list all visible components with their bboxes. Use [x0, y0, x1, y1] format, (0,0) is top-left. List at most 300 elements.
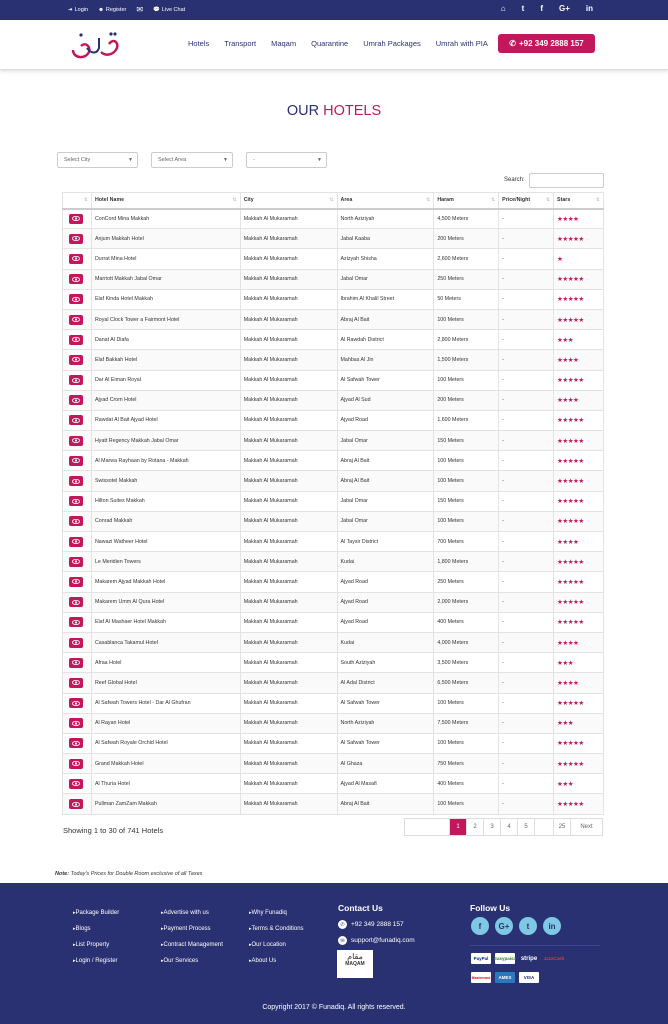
footer-link[interactable]: ▸ Login / Register	[73, 953, 119, 969]
hotel-name-cell[interactable]: Hyatt Regency Makkah Jabal Omar	[91, 431, 240, 451]
eye-icon	[72, 600, 80, 605]
eye-icon	[72, 277, 80, 282]
jazzcash-logo: JazzCash	[543, 956, 565, 961]
hotel-name-cell[interactable]: Makarem Umm Al Qura Hotel	[91, 592, 240, 612]
star-rating: ★★★★	[557, 397, 579, 405]
view-cell	[63, 370, 92, 390]
city-cell: Makkah Al Mukaramah	[240, 491, 337, 511]
view-cell	[63, 209, 92, 229]
footer-col-3	[249, 905, 304, 969]
hotel-name-cell[interactable]: Afraa Hotel	[91, 653, 240, 673]
hotels-table	[62, 192, 604, 815]
hotel-name-cell[interactable]: Nawazi Watheer Hotel	[91, 532, 240, 552]
eye-icon	[72, 660, 80, 665]
hotel-name-cell[interactable]: Grand Makkah Hotel	[91, 754, 240, 774]
haram-cell: 6,500 Meters	[434, 673, 499, 693]
view-cell	[63, 733, 92, 753]
table-row	[63, 552, 604, 572]
haram-cell: 100 Meters	[434, 794, 499, 814]
amex-logo: AMEX	[495, 972, 515, 983]
haram-cell: 250 Meters	[434, 572, 499, 592]
table-row	[63, 511, 604, 531]
footer-col-2	[161, 905, 223, 969]
view-cell	[63, 491, 92, 511]
stars-cell	[554, 612, 604, 632]
view-button[interactable]	[69, 214, 83, 224]
stars-cell	[554, 451, 604, 471]
city-cell: Makkah Al Mukaramah	[240, 350, 337, 370]
hotel-name-cell[interactable]: Al Thuria Hotel	[91, 774, 240, 794]
haram-cell: 150 Meters	[434, 491, 499, 511]
haram-cell: 100 Meters	[434, 471, 499, 491]
hotel-name-cell[interactable]: Makarem Ajyad Makkah Hotel	[91, 572, 240, 592]
nav-maqam[interactable]: Maqam	[271, 39, 297, 48]
view-cell	[63, 532, 92, 552]
eye-icon	[72, 781, 80, 786]
view-cell	[63, 632, 92, 652]
maqam-logo[interactable]: مقام MAQAM	[337, 950, 373, 978]
live-chat-link[interactable]: 💬 Live Chat	[153, 6, 186, 13]
linkedin-icon[interactable]: in	[543, 917, 561, 935]
view-button[interactable]	[69, 698, 83, 708]
facebook-icon[interactable]: f	[540, 4, 543, 13]
star-rating: ★★★★★	[557, 801, 584, 809]
price-cell: -	[499, 471, 554, 491]
table-row	[63, 229, 604, 249]
city-cell: Makkah Al Mukaramah	[240, 269, 337, 289]
col-header-stars[interactable]: Stars ⇅	[554, 193, 604, 209]
page-title: OUR HOTELS	[286, 103, 382, 119]
star-rating: ★★★★★	[557, 377, 584, 385]
view-cell	[63, 451, 92, 471]
google-plus-icon[interactable]: G+	[495, 917, 513, 935]
stars-cell	[554, 249, 604, 269]
area-cell: Abraj Al Bait	[337, 309, 434, 329]
nav-transport[interactable]: Transport	[224, 39, 257, 48]
phone-icon: ✆	[509, 39, 516, 48]
eye-icon	[72, 802, 80, 807]
stars-cell	[554, 410, 604, 430]
price-cell: -	[499, 632, 554, 652]
price-cell: -	[499, 229, 554, 249]
stars-cell	[554, 390, 604, 410]
table-row	[63, 754, 604, 774]
stars-cell	[554, 350, 604, 370]
footer-link[interactable]: ▸ Why Funadiq	[249, 905, 304, 921]
hotel-name-cell[interactable]: Royal Clock Tower a Fairmont Hotel	[91, 309, 240, 329]
login-link[interactable]: ➜ Login	[68, 6, 89, 13]
chat-icon: 💬	[153, 6, 160, 13]
stars-cell	[554, 754, 604, 774]
table-row	[63, 471, 604, 491]
nav-quarantine[interactable]: Quarantine	[311, 39, 349, 48]
price-cell: -	[499, 511, 554, 531]
table-row	[63, 249, 604, 269]
stars-cell	[554, 774, 604, 794]
email-link[interactable]	[136, 5, 143, 14]
view-button[interactable]	[69, 597, 83, 607]
price-cell: -	[499, 653, 554, 673]
twitter-icon[interactable]: t	[519, 917, 537, 935]
star-rating: ★★★★★	[557, 276, 584, 284]
hotel-name-cell[interactable]: Al Safwah Royale Orchid Hotel	[91, 733, 240, 753]
star-rating: ★★★★	[557, 639, 579, 647]
view-button[interactable]	[69, 617, 83, 627]
stars-select[interactable]: - ▼	[246, 152, 327, 168]
hotel-name-cell[interactable]: Reef Global Hotel	[91, 673, 240, 693]
site-logo[interactable]	[67, 26, 123, 64]
contact-email[interactable]: ✉ support@funadiq.com	[338, 936, 415, 945]
area-cell: Ajyad Road	[337, 592, 434, 612]
haram-cell: 4,000 Meters	[434, 632, 499, 652]
view-button[interactable]	[69, 779, 83, 789]
hotel-name-cell[interactable]: Le Meridien Towers	[91, 552, 240, 572]
view-button[interactable]	[69, 234, 83, 244]
view-button[interactable]	[69, 355, 83, 365]
table-row	[63, 532, 604, 552]
footer-link[interactable]: ▸ About Us	[249, 953, 304, 969]
city-cell: Makkah Al Mukaramah	[240, 209, 337, 229]
stars-cell	[554, 673, 604, 693]
chevron-down-icon: ▼	[317, 157, 322, 163]
table-row	[63, 410, 604, 430]
view-button[interactable]	[69, 456, 83, 466]
nav-hotels[interactable]: Hotels	[188, 39, 210, 48]
star-rating: ★★★★	[557, 215, 579, 223]
star-rating: ★★★★★	[557, 599, 584, 607]
view-cell	[63, 309, 92, 329]
twitter-icon[interactable]: t	[521, 4, 525, 13]
price-cell: -	[499, 713, 554, 733]
eye-icon	[72, 721, 80, 726]
view-cell	[63, 350, 92, 370]
area-cell: Jabal Omar	[337, 431, 434, 451]
site-header	[0, 20, 668, 70]
star-rating: ★★★★★	[557, 558, 584, 566]
col-header-area[interactable]: Area ⇅	[337, 193, 434, 209]
view-button[interactable]	[69, 476, 83, 486]
view-button[interactable]	[69, 678, 83, 688]
view-button[interactable]	[69, 638, 83, 648]
hotel-name-cell[interactable]: Dar Al Eiman Royal	[91, 370, 240, 390]
view-button[interactable]	[69, 557, 83, 567]
table-row	[63, 794, 604, 814]
hotel-name-cell[interactable]: ConCord Mina Makkah	[91, 209, 240, 229]
stars-cell	[554, 592, 604, 612]
eye-icon	[72, 256, 80, 261]
stars-cell	[554, 532, 604, 552]
footer-link[interactable]: ▸ Advertise with us	[161, 905, 223, 921]
hotel-name-cell[interactable]: Anjum Makkah Hotel	[91, 229, 240, 249]
eye-icon	[72, 761, 80, 766]
view-button[interactable]	[69, 577, 83, 587]
haram-cell: 1,600 Meters	[434, 410, 499, 430]
hotel-name-cell[interactable]: Ajyad Crom Hotel	[91, 390, 240, 410]
star-rating: ★★★★★	[557, 760, 584, 768]
linkedin-icon[interactable]: in	[585, 4, 593, 13]
phone-button[interactable]: ✆ +92 349 2888 157	[498, 34, 595, 53]
city-cell: Makkah Al Mukaramah	[240, 794, 337, 814]
table-row	[63, 713, 604, 733]
page-prev[interactable]	[405, 819, 450, 835]
view-cell	[63, 249, 92, 269]
logo-mark	[67, 26, 123, 64]
table-row	[63, 653, 604, 673]
nav-umrah-pia[interactable]: Umrah with PIA	[435, 39, 488, 48]
stars-cell	[554, 471, 604, 491]
footer-link[interactable]: ▸ Our Services	[161, 953, 223, 969]
table-row	[63, 733, 604, 753]
facebook-icon[interactable]: f	[471, 917, 489, 935]
view-button[interactable]	[69, 496, 83, 506]
area-cell: Al Taysir District	[337, 532, 434, 552]
follow-title: Follow Us	[470, 903, 511, 913]
area-select[interactable]: Select Area ▼	[151, 152, 233, 168]
haram-cell: 2,600 Meters	[434, 249, 499, 269]
haram-cell: 250 Meters	[434, 269, 499, 289]
city-cell: Makkah Al Mukaramah	[240, 532, 337, 552]
price-cell: -	[499, 431, 554, 451]
star-rating: ★★★★	[557, 679, 579, 687]
hotel-name-cell[interactable]: Al Safwah Towers Hotel - Dar Al Ghufran	[91, 693, 240, 713]
hotel-name-cell[interactable]: Al Rayan Hotel	[91, 713, 240, 733]
eye-icon	[72, 559, 80, 564]
view-cell	[63, 511, 92, 531]
hotel-name-cell[interactable]: Durrat Mina Hotel	[91, 249, 240, 269]
view-cell	[63, 289, 92, 309]
nav-umrah-packages[interactable]: Umrah Packages	[363, 39, 421, 48]
eye-icon	[72, 378, 80, 383]
view-button[interactable]	[69, 658, 83, 668]
view-button[interactable]	[69, 537, 83, 547]
view-button[interactable]	[69, 799, 83, 809]
stars-cell	[554, 693, 604, 713]
page-25[interactable]: 25	[554, 819, 571, 835]
area-cell: Al Ghaza	[337, 754, 434, 774]
footer-link[interactable]: ▸ Payment Process	[161, 921, 223, 937]
footer-link[interactable]: ▸ Blogs	[73, 921, 119, 937]
stars-cell	[554, 309, 604, 329]
col-header-city[interactable]: City ⇅	[240, 193, 337, 209]
city-cell: Makkah Al Mukaramah	[240, 390, 337, 410]
view-cell	[63, 673, 92, 693]
star-rating: ★★★	[557, 336, 574, 344]
area-cell: North Aziziyah	[337, 209, 434, 229]
view-button[interactable]	[69, 395, 83, 405]
table-row	[63, 431, 604, 451]
price-cell: -	[499, 410, 554, 430]
footer-link[interactable]: ▸ Package Builder	[73, 905, 119, 921]
hotel-name-cell[interactable]: Danat Al Diafa	[91, 330, 240, 350]
view-button[interactable]	[69, 415, 83, 425]
table-row	[63, 592, 604, 612]
hotel-name-cell[interactable]: Elaf Bakkah Hotel	[91, 350, 240, 370]
table-row	[63, 209, 604, 229]
view-button[interactable]	[69, 759, 83, 769]
star-rating: ★★★★★	[557, 316, 584, 324]
view-button[interactable]	[69, 436, 83, 446]
view-button[interactable]	[69, 315, 83, 325]
city-cell: Makkah Al Mukaramah	[240, 309, 337, 329]
col-header-hotel-name[interactable]: Hotel Name ⇅	[91, 193, 240, 209]
star-rating: ★★★★★	[557, 457, 584, 465]
table-row	[63, 774, 604, 794]
star-rating: ★★★★	[557, 356, 579, 364]
view-button[interactable]	[69, 375, 83, 385]
haram-cell: 750 Meters	[434, 754, 499, 774]
pagination	[404, 818, 603, 836]
star-rating: ★★★★★	[557, 578, 584, 586]
page-1[interactable]: 1	[450, 819, 467, 835]
view-button[interactable]	[69, 516, 83, 526]
copyright: Copyright 2017 © Funadiq. All rights reserved.	[262, 1004, 406, 1011]
view-button[interactable]	[69, 718, 83, 728]
col-header-haram[interactable]: Haram ⇅	[434, 193, 499, 209]
table-row	[63, 350, 604, 370]
sort-icon: ⇅	[232, 197, 237, 203]
area-cell: Jabal Omar	[337, 491, 434, 511]
view-button[interactable]	[69, 335, 83, 345]
table-header-row	[63, 193, 604, 209]
area-cell: Abraj Al Bait	[337, 451, 434, 471]
star-rating: ★★★	[557, 659, 574, 667]
view-button[interactable]	[69, 294, 83, 304]
stars-cell	[554, 653, 604, 673]
view-cell	[63, 552, 92, 572]
eye-icon	[72, 499, 80, 504]
view-cell	[63, 612, 92, 632]
area-cell: Ajyad Al Masafi	[337, 774, 434, 794]
hotel-name-cell[interactable]: Marriott Makkah Jabal Omar	[91, 269, 240, 289]
page-next[interactable]: Next	[580, 824, 593, 830]
star-rating: ★★★★★	[557, 235, 584, 243]
haram-cell: 200 Meters	[434, 390, 499, 410]
register-link[interactable]: ☻ Register	[98, 6, 127, 13]
price-cell: -	[499, 491, 554, 511]
eye-icon	[72, 357, 80, 362]
sort-icon: ⇅	[83, 197, 88, 203]
hotel-name-cell[interactable]: Swissotel Makkah	[91, 471, 240, 491]
view-button[interactable]	[69, 254, 83, 264]
col-header-action[interactable]	[63, 193, 92, 209]
view-cell	[63, 592, 92, 612]
area-cell: Azizyah Shisha	[337, 249, 434, 269]
page-5[interactable]: 5	[518, 819, 535, 835]
home-icon[interactable]: ⌂	[500, 4, 506, 13]
haram-cell: 150 Meters	[434, 431, 499, 451]
footer-link[interactable]: ▸ List Property	[73, 937, 119, 953]
area-cell: Mahbas Al Jin	[337, 350, 434, 370]
city-cell: Makkah Al Mukaramah	[240, 229, 337, 249]
hotel-name-cell[interactable]: Conrad Makkah	[91, 511, 240, 531]
hotel-name-cell[interactable]: Casablanca Takamul Hotel	[91, 632, 240, 652]
stars-cell	[554, 713, 604, 733]
hotel-name-cell[interactable]: Pullman ZamZam Makkah	[91, 794, 240, 814]
star-rating: ★★★★★	[557, 478, 584, 486]
search-input[interactable]	[529, 173, 604, 188]
easypaisa-logo: Easypaisa	[495, 953, 515, 964]
hotel-name-cell[interactable]: Al Marwa Rayhaan by Rotana - Makkah	[91, 451, 240, 471]
haram-cell: 100 Meters	[434, 511, 499, 531]
google-plus-icon[interactable]: G+	[558, 4, 570, 13]
stars-cell	[554, 733, 604, 753]
area-cell: Jabal Omar	[337, 511, 434, 531]
eye-icon	[72, 236, 80, 241]
showing-count: Showing 1 to 30 of 741 Hotels	[63, 826, 164, 835]
hotel-name-cell[interactable]: Elaf Kinda Hotel Makkah	[91, 289, 240, 309]
area-cell: Jabal Omar	[337, 269, 434, 289]
price-cell: -	[499, 390, 554, 410]
user-add-icon: ☻	[98, 6, 104, 13]
table-row	[63, 330, 604, 350]
paypal-logo: PayPal	[471, 953, 491, 964]
envelope-icon: ✉	[338, 936, 347, 945]
city-cell: Makkah Al Mukaramah	[240, 713, 337, 733]
eye-icon	[72, 337, 80, 342]
haram-cell: 400 Meters	[434, 612, 499, 632]
view-button[interactable]	[69, 274, 83, 284]
view-cell	[63, 410, 92, 430]
page-3[interactable]: 3	[484, 819, 501, 835]
view-button[interactable]	[69, 738, 83, 748]
table-row	[63, 612, 604, 632]
haram-cell: 100 Meters	[434, 693, 499, 713]
footer-link[interactable]: ▸ Contract Management	[161, 937, 223, 953]
page-4[interactable]: 4	[501, 819, 518, 835]
stars-cell	[554, 289, 604, 309]
star-rating: ★★★★★	[557, 296, 584, 304]
footer-divider	[470, 945, 600, 946]
footer-link[interactable]: ▸ Our Location	[249, 937, 304, 953]
hotel-name-cell[interactable]: Rawdat Al Bait Ajyad Hotel	[91, 410, 240, 430]
footer-link[interactable]: ▸ Terms & Conditions	[249, 921, 304, 937]
hotel-name-cell[interactable]: Elaf Al Mashaer Hotel Makkah	[91, 612, 240, 632]
stars-cell	[554, 491, 604, 511]
eye-icon	[72, 418, 80, 423]
city-cell: Makkah Al Mukaramah	[240, 754, 337, 774]
star-rating: ★★★★★	[557, 619, 584, 627]
footer-col-1	[73, 905, 119, 969]
hotel-name-cell[interactable]: Hilton Suites Makkah	[91, 491, 240, 511]
eye-icon	[72, 640, 80, 645]
city-cell: Makkah Al Mukaramah	[240, 410, 337, 430]
price-cell: -	[499, 673, 554, 693]
main-nav	[188, 39, 503, 48]
star-rating: ★	[557, 255, 563, 263]
col-header-price[interactable]: Price/Night ⇅	[499, 193, 554, 209]
sort-icon: ⇅	[595, 197, 600, 203]
stars-cell	[554, 572, 604, 592]
city-cell: Makkah Al Mukaramah	[240, 552, 337, 572]
page-2[interactable]: 2	[467, 819, 484, 835]
city-cell: Makkah Al Mukaramah	[240, 592, 337, 612]
top-bar	[0, 0, 668, 20]
view-cell	[63, 229, 92, 249]
city-select[interactable]: Select City ▼	[57, 152, 138, 168]
area-cell: Al Rawdah District	[337, 330, 434, 350]
haram-cell: 2,800 Meters	[434, 330, 499, 350]
eye-icon	[72, 539, 80, 544]
view-cell	[63, 471, 92, 491]
table-row	[63, 370, 604, 390]
view-cell	[63, 431, 92, 451]
stars-cell	[554, 229, 604, 249]
contact-phone[interactable]: ✆ +92 349 2888 157	[338, 920, 404, 929]
haram-cell: 3,500 Meters	[434, 653, 499, 673]
eye-icon	[72, 680, 80, 685]
page-ellipsis	[535, 819, 554, 835]
chevron-down-icon: ▼	[223, 157, 228, 163]
